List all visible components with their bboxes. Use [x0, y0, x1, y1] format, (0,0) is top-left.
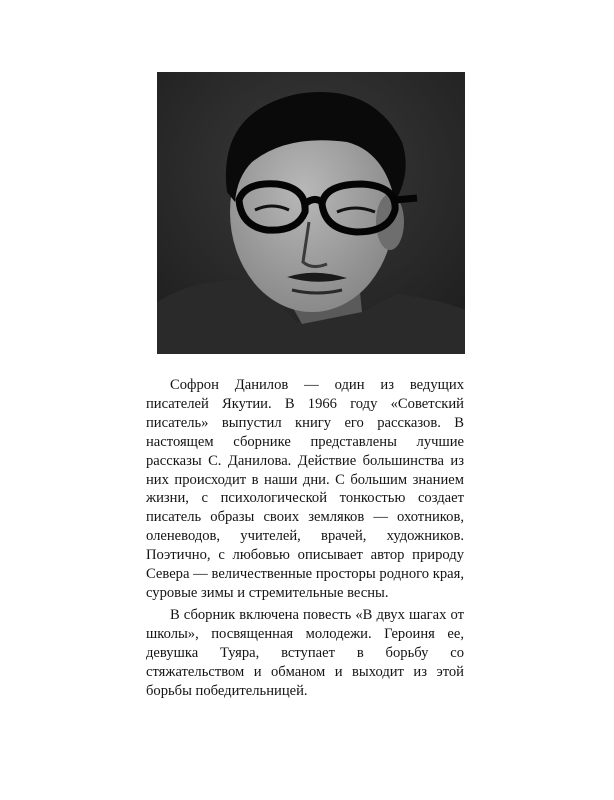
annotation-paragraph-1: Софрон Данилов — один из ведущих писателей Якутии. В 1966 году «Советский писатель» выпустил книгу его рассказов. В настоящем сборнике представлены лучшие рассказы С. Данилова. Действие большинства из них происходит в наши дни. С большим знанием жизни, с психологической тонкостью создает писатель образы своих земляков — охотников, оленеводов, учителей, врачей, художников. Поэтично, с любовью описывает автор природу Севера — величественные просторы родного края, суровые зимы и стремительные весны. — [146, 377, 464, 601]
annotation-text — [146, 376, 464, 700]
annotation-paragraph-2: В сборник включена повесть «В двух шагах от школы», посвященная молодежи. Героиня ее, девушка Туяра, вступает в борьбу со стяжательством и обманом и выходит из этой борьбы победительницей. — [146, 606, 464, 699]
portrait-photo-icon — [157, 72, 465, 354]
author-portrait — [157, 72, 465, 354]
